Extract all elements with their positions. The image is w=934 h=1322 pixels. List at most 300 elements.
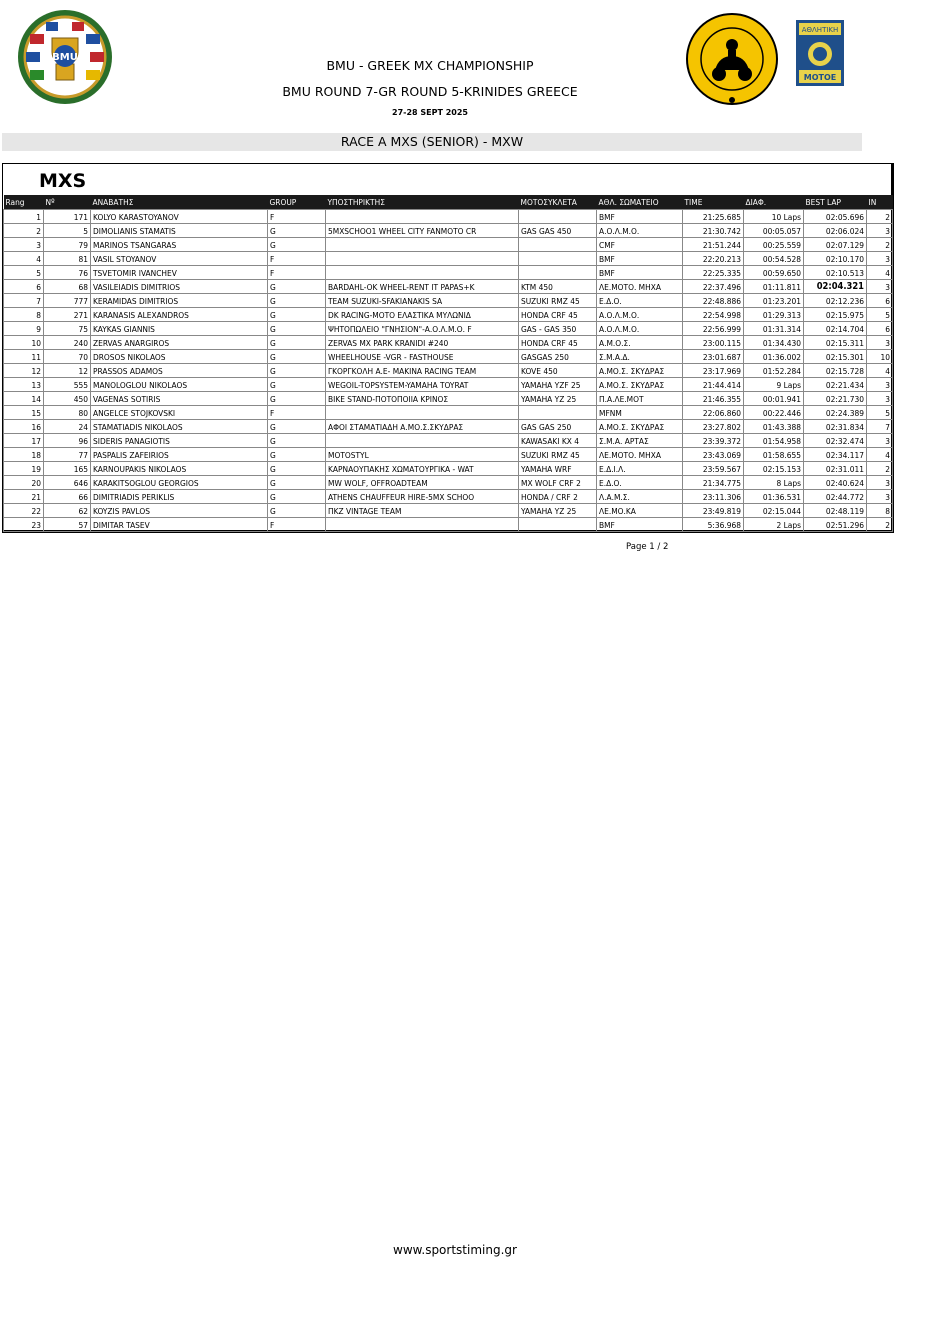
cell-in: 4 xyxy=(867,364,893,378)
cell-time: 22:06.860 xyxy=(683,406,744,420)
cell-best-lap: 02:44.772 xyxy=(804,490,867,504)
cell-rank: 9 xyxy=(4,322,44,336)
cell-club: Α.Ο.Λ.Μ.Ο. xyxy=(597,308,683,322)
table-row xyxy=(4,266,893,280)
cell-rider: PRASSOS ADAMOS xyxy=(91,364,268,378)
cell-motorcycle xyxy=(519,238,597,252)
cell-group: G xyxy=(268,420,326,434)
table-row xyxy=(4,518,893,532)
cell-motorcycle: GASGAS 250 xyxy=(519,350,597,364)
cell-number: 81 xyxy=(44,252,91,266)
cell-club: Α.Ο.Λ.Μ.Ο. xyxy=(597,322,683,336)
cell-gap: 01:36.002 xyxy=(744,350,804,364)
cell-best-lap: 02:31.834 xyxy=(804,420,867,434)
cell-in: 2 xyxy=(867,210,893,224)
cell-number: 76 xyxy=(44,266,91,280)
cell-rank: 21 xyxy=(4,490,44,504)
cell-motorcycle: YAMAHA YZF 25 xyxy=(519,378,597,392)
cell-time: 22:56.999 xyxy=(683,322,744,336)
cell-club: Ε.Δ.Ι.Λ. xyxy=(597,462,683,476)
cell-club: BMF xyxy=(597,266,683,280)
cell-group: G xyxy=(268,336,326,350)
cell-motorcycle: YAMAHA WRF xyxy=(519,462,597,476)
cell-club: CMF xyxy=(597,238,683,252)
table-row xyxy=(4,504,893,518)
cell-rider: STAMATIADIS NIKOLAOS xyxy=(91,420,268,434)
cell-sponsor: MW WOLF, OFFROADTEAM xyxy=(326,476,519,490)
cell-time: 21:30.742 xyxy=(683,224,744,238)
cell-best-lap: 02:15.728 xyxy=(804,364,867,378)
cell-club: Α.ΜΟ.Σ. ΣΚΥΔΡΑΣ xyxy=(597,364,683,378)
cell-group: F xyxy=(268,252,326,266)
cell-rank: 16 xyxy=(4,420,44,434)
cell-best-lap: 02:21.730 xyxy=(804,392,867,406)
cell-sponsor: BARDAHL-OK WHEEL-RENT IT PAPAS+K xyxy=(326,280,519,294)
cell-motorcycle: GAS GAS 250 xyxy=(519,420,597,434)
table-row xyxy=(4,336,893,350)
cell-in: 4 xyxy=(867,266,893,280)
cell-best-lap: 02:15.975 xyxy=(804,308,867,322)
table-row xyxy=(4,210,893,224)
cell-gap: 01:23.201 xyxy=(744,294,804,308)
cell-gap: 00:54.528 xyxy=(744,252,804,266)
bmu-logo-text: BMU xyxy=(52,52,78,63)
cell-rank: 1 xyxy=(4,210,44,224)
cell-sponsor: 5MXSCHOO1 WHEEL CITY FANMOTO CR xyxy=(326,224,519,238)
cell-in: 2 xyxy=(867,462,893,476)
cell-best-lap: 02:48.119 xyxy=(804,504,867,518)
cell-in: 5 xyxy=(867,308,893,322)
cell-group: G xyxy=(268,308,326,322)
cell-sponsor: ΑΦΟΙ ΣΤΑΜΑΤΙΑΔΗ Α.ΜΟ.Σ.ΣΚΥΔΡΑΣ xyxy=(326,420,519,434)
cell-time: 23:01.687 xyxy=(683,350,744,364)
column-header-best-lap: BEST LAP xyxy=(804,195,867,210)
cell-motorcycle xyxy=(519,406,597,420)
cell-rank: 2 xyxy=(4,224,44,238)
cell-rider: MARINOS TSANGARAS xyxy=(91,238,268,252)
cell-motorcycle: MX WOLF CRF 2 xyxy=(519,476,597,490)
column-header-gap: ΔΙΑΦ. xyxy=(744,195,804,210)
column-header-number: Nº xyxy=(44,195,91,210)
cell-in: 5 xyxy=(867,406,893,420)
cell-time: 22:20.213 xyxy=(683,252,744,266)
cell-sponsor xyxy=(326,518,519,532)
cell-gap: 01:58.655 xyxy=(744,448,804,462)
cell-motorcycle: HONDA / CRF 2 xyxy=(519,490,597,504)
cell-time: 22:25.335 xyxy=(683,266,744,280)
table-row xyxy=(4,392,893,406)
cell-number: 271 xyxy=(44,308,91,322)
cell-number: 57 xyxy=(44,518,91,532)
cell-number: 555 xyxy=(44,378,91,392)
cell-gap: 9 Laps xyxy=(744,378,804,392)
cell-sponsor: MOTOSTYL xyxy=(326,448,519,462)
cell-time: 21:25.685 xyxy=(683,210,744,224)
cell-best-lap: 02:40.624 xyxy=(804,476,867,490)
column-header-sponsor: ΥΠΟΣΤΗΡΙΚΤΗΣ xyxy=(326,195,519,210)
cell-in: 3 xyxy=(867,252,893,266)
cell-group: G xyxy=(268,392,326,406)
cell-motorcycle xyxy=(519,518,597,532)
cell-motorcycle: GAS - GAS 350 xyxy=(519,322,597,336)
cell-time: 23:49.819 xyxy=(683,504,744,518)
table-row xyxy=(4,364,893,378)
cell-number: 777 xyxy=(44,294,91,308)
cell-group: F xyxy=(268,266,326,280)
cell-rank: 22 xyxy=(4,504,44,518)
cell-motorcycle xyxy=(519,252,597,266)
cell-sponsor xyxy=(326,406,519,420)
cell-rider: KARNOUPAKIS NIKOLAOS xyxy=(91,462,268,476)
championship-title: BMU - GREEK MX CHAMPIONSHIP xyxy=(326,58,534,73)
cell-gap: 01:29.313 xyxy=(744,308,804,322)
table-row xyxy=(4,378,893,392)
cell-group: G xyxy=(268,322,326,336)
cell-club: Α.Μ.Ο.Σ. xyxy=(597,336,683,350)
cell-rider: DIMOLIANIS STAMATIS xyxy=(91,224,268,238)
cell-rider: PASPALIS ZAFEIRIOS xyxy=(91,448,268,462)
cell-rider: VASILEIADIS DIMITRIOS xyxy=(91,280,268,294)
table-row xyxy=(4,476,893,490)
cell-sponsor xyxy=(326,238,519,252)
cell-sponsor xyxy=(326,266,519,280)
cell-rank: 20 xyxy=(4,476,44,490)
cell-number: 171 xyxy=(44,210,91,224)
cell-rider: DIMITAR TASEV xyxy=(91,518,268,532)
cell-best-lap: 02:34.117 xyxy=(804,448,867,462)
cell-group: G xyxy=(268,224,326,238)
cell-rank: 15 xyxy=(4,406,44,420)
cell-number: 165 xyxy=(44,462,91,476)
round-title: BMU ROUND 7-GR ROUND 5-KRINIDES GREECE xyxy=(282,84,578,99)
cell-motorcycle xyxy=(519,210,597,224)
cell-gap: 01:43.388 xyxy=(744,420,804,434)
cell-in: 3 xyxy=(867,224,893,238)
cell-rider: KOYZIS PAVLOS xyxy=(91,504,268,518)
cell-group: G xyxy=(268,462,326,476)
cell-rank: 19 xyxy=(4,462,44,476)
cell-sponsor: BIKE STAND-ΠΟΤΟΠΟΙΙΑ ΚΡΙΝΟΣ xyxy=(326,392,519,406)
cell-gap: 01:36.531 xyxy=(744,490,804,504)
motoe-logo-top-text: ΑΘΛΗΤΙΚΗ xyxy=(801,26,839,34)
cell-motorcycle xyxy=(519,266,597,280)
cell-sponsor: ZERVAS MX PARK KRANIDI #240 xyxy=(326,336,519,350)
cell-group: G xyxy=(268,490,326,504)
cell-gap: 02:15.044 xyxy=(744,504,804,518)
cell-club: Ε.Δ.Ο. xyxy=(597,294,683,308)
cell-gap: 02:15.153 xyxy=(744,462,804,476)
column-header-rider: ΑΝΑΒΑΤΗΣ xyxy=(91,195,268,210)
cell-number: 5 xyxy=(44,224,91,238)
cell-club: BMF xyxy=(597,518,683,532)
cell-number: 80 xyxy=(44,406,91,420)
cell-rank: 3 xyxy=(4,238,44,252)
cell-time: 23:43.069 xyxy=(683,448,744,462)
cell-in: 3 xyxy=(867,280,893,294)
cell-motorcycle: HONDA CRF 45 xyxy=(519,308,597,322)
cell-group: G xyxy=(268,504,326,518)
cell-time: 5:36.968 xyxy=(683,518,744,532)
category-title: MXS xyxy=(39,170,87,192)
table-header-row xyxy=(4,195,893,210)
cell-best-lap: 02:14.704 xyxy=(804,322,867,336)
cell-number: 450 xyxy=(44,392,91,406)
cell-number: 646 xyxy=(44,476,91,490)
table-row xyxy=(4,308,893,322)
cell-club: Α.ΜΟ.Σ. ΣΚΥΔΡΑΣ xyxy=(597,420,683,434)
cell-gap: 00:59.650 xyxy=(744,266,804,280)
cell-club: ΛΕ.ΜΟ.ΚΑ xyxy=(597,504,683,518)
cell-in: 3 xyxy=(867,378,893,392)
column-header-motorcycle: ΜΟΤΟΣΥΚΛΕΤΑ xyxy=(519,195,597,210)
cell-time: 23:27.802 xyxy=(683,420,744,434)
cell-group: G xyxy=(268,378,326,392)
cell-in: 6 xyxy=(867,322,893,336)
cell-sponsor xyxy=(326,252,519,266)
cell-in: 3 xyxy=(867,490,893,504)
cell-motorcycle: SUZUKI RMZ 45 xyxy=(519,294,597,308)
cell-group: F xyxy=(268,518,326,532)
cell-number: 79 xyxy=(44,238,91,252)
cell-best-lap: 02:04.321 xyxy=(804,280,867,294)
cell-club: ΛΕ.ΜΟΤΟ. ΜΗΧΑ xyxy=(597,448,683,462)
cell-number: 62 xyxy=(44,504,91,518)
cell-best-lap: 02:05.696 xyxy=(804,210,867,224)
cell-club: Σ.Μ.Α. ΑΡΤΑΣ xyxy=(597,434,683,448)
cell-time: 22:54.998 xyxy=(683,308,744,322)
cell-sponsor: ATHENS CHAUFFEUR HIRE-5MX SCHOO xyxy=(326,490,519,504)
cell-rider: KAYKAS GIANNIS xyxy=(91,322,268,336)
cell-group: G xyxy=(268,280,326,294)
cell-rank: 5 xyxy=(4,266,44,280)
cell-best-lap: 02:32.474 xyxy=(804,434,867,448)
table-row xyxy=(4,294,893,308)
cell-rank: 11 xyxy=(4,350,44,364)
cell-gap: 01:31.314 xyxy=(744,322,804,336)
motoe-logo-bottom-text: ΜΟΤΟΕ xyxy=(803,73,837,82)
cell-number: 70 xyxy=(44,350,91,364)
table-row xyxy=(4,406,893,420)
cell-rank: 17 xyxy=(4,434,44,448)
cell-club: Π.Α.ΛΕ.ΜΟΤ xyxy=(597,392,683,406)
table-row xyxy=(4,448,893,462)
cell-time: 23:17.969 xyxy=(683,364,744,378)
race-title: RACE A MXS (SENIOR) - MXW xyxy=(2,133,862,151)
cell-best-lap: 02:51.296 xyxy=(804,518,867,532)
cell-sponsor: WHEELHOUSE -VGR - FASTHOUSE xyxy=(326,350,519,364)
cell-club: Α.Ο.Λ.Μ.Ο. xyxy=(597,224,683,238)
cell-rider: KARAKITSOGLOU GEORGIOS xyxy=(91,476,268,490)
table-row xyxy=(4,224,893,238)
cell-gap: 01:54.958 xyxy=(744,434,804,448)
cell-time: 23:59.567 xyxy=(683,462,744,476)
cell-time: 23:11.306 xyxy=(683,490,744,504)
cell-motorcycle: KAWASAKI KX 4 xyxy=(519,434,597,448)
cell-rider: VAGENAS SOTIRIS xyxy=(91,392,268,406)
cell-in: 8 xyxy=(867,504,893,518)
cell-time: 22:37.496 xyxy=(683,280,744,294)
cell-rider: VASIL STOYANOV xyxy=(91,252,268,266)
cell-number: 240 xyxy=(44,336,91,350)
column-header-in: IN xyxy=(867,195,893,210)
cell-in: 10 xyxy=(867,350,893,364)
cell-group: G xyxy=(268,350,326,364)
column-header-rank: Rang xyxy=(4,195,44,210)
cell-best-lap: 02:12.236 xyxy=(804,294,867,308)
cell-gap: 00:25.559 xyxy=(744,238,804,252)
cell-sponsor: TEAM SUZUKI-SFAKIANAKIS SA xyxy=(326,294,519,308)
table-row xyxy=(4,350,893,364)
cell-number: 12 xyxy=(44,364,91,378)
cell-in: 7 xyxy=(867,420,893,434)
cell-group: G xyxy=(268,238,326,252)
cell-time: 23:00.115 xyxy=(683,336,744,350)
table-row xyxy=(4,434,893,448)
cell-gap: 01:11.811 xyxy=(744,280,804,294)
cell-time: 21:34.775 xyxy=(683,476,744,490)
cell-sponsor: ΓΚΟΡΓΚΟΛΗ Α.Ε- MAKINA RACING TEAM xyxy=(326,364,519,378)
cell-number: 68 xyxy=(44,280,91,294)
cell-in: 3 xyxy=(867,392,893,406)
footer-url[interactable]: www.sportstiming.gr xyxy=(393,1243,517,1257)
cell-number: 77 xyxy=(44,448,91,462)
cell-rider: KERAMIDAS DIMITRIOS xyxy=(91,294,268,308)
cell-gap: 00:05.057 xyxy=(744,224,804,238)
cell-rank: 6 xyxy=(4,280,44,294)
table-row xyxy=(4,462,893,476)
cell-gap: 2 Laps xyxy=(744,518,804,532)
cell-in: 2 xyxy=(867,238,893,252)
cell-rank: 18 xyxy=(4,448,44,462)
cell-rider: ANGELCE STOJKOVSKI xyxy=(91,406,268,420)
cell-club: Α.ΜΟ.Σ. ΣΚΥΔΡΑΣ xyxy=(597,378,683,392)
event-date: 27-28 SEPT 2025 xyxy=(392,108,468,117)
cell-group: G xyxy=(268,448,326,462)
cell-group: F xyxy=(268,210,326,224)
cell-sponsor: DK RACING-MOTO ΕΛΑΣΤΙΚΑ ΜΥΛΩΝΙΔ xyxy=(326,308,519,322)
cell-club: ΛΕ.ΜΟΤΟ. ΜΗΧΑ xyxy=(597,280,683,294)
cell-gap: 01:52.284 xyxy=(744,364,804,378)
cell-time: 22:48.886 xyxy=(683,294,744,308)
cell-club: BMF xyxy=(597,252,683,266)
cell-best-lap: 02:07.129 xyxy=(804,238,867,252)
cell-sponsor: ΠΚΖ VINTAGE TEAM xyxy=(326,504,519,518)
cell-best-lap: 02:15.301 xyxy=(804,350,867,364)
cell-sponsor xyxy=(326,434,519,448)
cell-best-lap: 02:15.311 xyxy=(804,336,867,350)
cell-club: Σ.Μ.Α.Δ. xyxy=(597,350,683,364)
cell-sponsor: WEGOIL-TOPSYSTEM-YAMAHA TOYRAT xyxy=(326,378,519,392)
cell-rank: 7 xyxy=(4,294,44,308)
cell-rank: 13 xyxy=(4,378,44,392)
cell-rider: MANOLOGLOU NIKOLAOS xyxy=(91,378,268,392)
cell-gap: 10 Laps xyxy=(744,210,804,224)
cell-club: Ε.Δ.Ο. xyxy=(597,476,683,490)
cell-in: 2 xyxy=(867,518,893,532)
cell-rank: 10 xyxy=(4,336,44,350)
cell-motorcycle: HONDA CRF 45 xyxy=(519,336,597,350)
cell-group: F xyxy=(268,406,326,420)
cell-motorcycle: YAMAHA YZ 25 xyxy=(519,504,597,518)
cell-time: 23:39.372 xyxy=(683,434,744,448)
cell-gap: 01:34.430 xyxy=(744,336,804,350)
cell-motorcycle: SUZUKI RMZ 45 xyxy=(519,448,597,462)
cell-time: 21:44.414 xyxy=(683,378,744,392)
cell-rank: 4 xyxy=(4,252,44,266)
cell-group: G xyxy=(268,294,326,308)
cell-rider: DIMITRIADIS PERIKLIS xyxy=(91,490,268,504)
bmu-logo xyxy=(16,8,114,106)
cell-rider: KARANASIS ALEXANDROS xyxy=(91,308,268,322)
cell-time: 21:51.244 xyxy=(683,238,744,252)
table-row xyxy=(4,322,893,336)
cell-motorcycle: KTM 450 xyxy=(519,280,597,294)
cell-rank: 23 xyxy=(4,518,44,532)
cell-rank: 14 xyxy=(4,392,44,406)
cell-time: 21:46.355 xyxy=(683,392,744,406)
cell-club: MFNM xyxy=(597,406,683,420)
cell-motorcycle: YAMAHA YZ 25 xyxy=(519,392,597,406)
cell-group: G xyxy=(268,476,326,490)
cell-rider: KOLYO KARASTOYANOV xyxy=(91,210,268,224)
cell-in: 6 xyxy=(867,294,893,308)
cell-motorcycle: GAS GAS 450 xyxy=(519,224,597,238)
cell-rank: 8 xyxy=(4,308,44,322)
column-header-club: ΑΘΛ. ΣΩΜΑΤΕΙΟ xyxy=(597,195,683,210)
cell-in: 3 xyxy=(867,476,893,490)
cell-sponsor: ΨΗΤΟΠΩΛΕΙΟ "ΓΝΗΣΙΟΝ"-Α.Ο.Λ.Μ.Ο. F xyxy=(326,322,519,336)
table-row xyxy=(4,420,893,434)
cell-rider: ZERVAS ANARGIROS xyxy=(91,336,268,350)
cell-best-lap: 02:10.513 xyxy=(804,266,867,280)
club-logo xyxy=(685,12,779,106)
cell-club: Λ.Α.Μ.Σ. xyxy=(597,490,683,504)
cell-rank: 12 xyxy=(4,364,44,378)
table-row xyxy=(4,280,893,294)
table-row xyxy=(4,238,893,252)
cell-best-lap: 02:31.011 xyxy=(804,462,867,476)
cell-number: 66 xyxy=(44,490,91,504)
motoe-logo xyxy=(796,20,844,86)
cell-sponsor: ΚΑΡΝΑΟΥΠΑΚΗΣ ΧΩΜΑΤΟΥΡΓΙΚΑ - WAT xyxy=(326,462,519,476)
cell-number: 24 xyxy=(44,420,91,434)
page-number: Page 1 / 2 xyxy=(626,542,669,552)
cell-motorcycle: KOVE 450 xyxy=(519,364,597,378)
cell-number: 75 xyxy=(44,322,91,336)
cell-group: G xyxy=(268,364,326,378)
cell-number: 96 xyxy=(44,434,91,448)
cell-rider: DROSOS NIKOLAOS xyxy=(91,350,268,364)
cell-gap: 00:01.941 xyxy=(744,392,804,406)
results-panel xyxy=(2,163,894,533)
column-header-time: TIME xyxy=(683,195,744,210)
cell-rider: SIDERIS PANAGIOTIS xyxy=(91,434,268,448)
cell-gap: 00:22.446 xyxy=(744,406,804,420)
table-row xyxy=(4,252,893,266)
cell-best-lap: 02:06.024 xyxy=(804,224,867,238)
cell-in: 3 xyxy=(867,434,893,448)
cell-in: 3 xyxy=(867,336,893,350)
cell-best-lap: 02:10.170 xyxy=(804,252,867,266)
table-body xyxy=(4,210,893,532)
results-table xyxy=(3,195,893,532)
cell-sponsor xyxy=(326,210,519,224)
cell-rider: TSVETOMIR IVANCHEV xyxy=(91,266,268,280)
cell-in: 4 xyxy=(867,448,893,462)
cell-best-lap: 02:21.434 xyxy=(804,378,867,392)
table-row xyxy=(4,490,893,504)
cell-group: G xyxy=(268,434,326,448)
